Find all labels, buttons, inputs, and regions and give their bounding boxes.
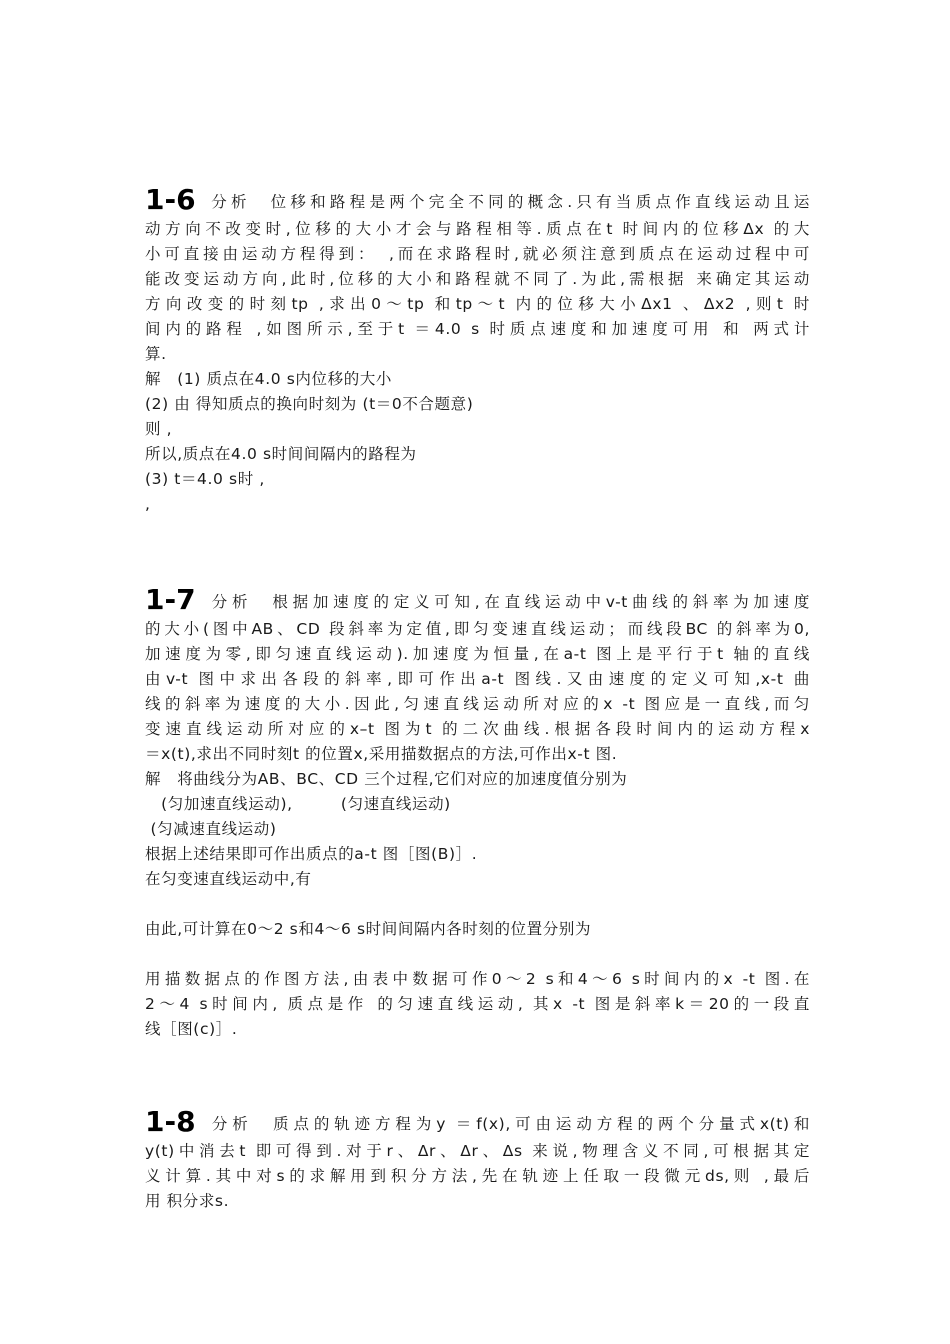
text-line: 间内的路程 ,如图所示,至于t ＝4.0 s 时质点速度和加速度可用 和 两式计 xyxy=(145,320,810,338)
text-line: 能改变运动方向,此时,位移的大小和路程就不同了.为此,需根据 来确定其运动 xyxy=(145,270,810,288)
text-line: 2～4 s时间内, 质点是作 的匀速直线运动, 其x -t 图是斜率k＝20的一段直 xyxy=(145,995,810,1013)
section-first-line xyxy=(145,183,810,217)
blank-line xyxy=(145,942,810,967)
text-line: 方向改变的时刻tp ,求出0～tp 和tp～t 内的位移大小Δx1 、Δx2 ,则t 时 xyxy=(145,295,810,313)
text-line: 线［图(c)］. xyxy=(145,1020,238,1038)
text-line: 分析 位移和路程是两个完全不同的概念.只有当质点作直线运动且运 xyxy=(207,193,810,211)
text-line: 根据上述结果即可作出质点的a-t 图［图(B)］. xyxy=(145,845,478,863)
text-line: 变速直线运动所对应的x–t 图为t 的二次曲线.根据各段时间内的运动方程x xyxy=(145,720,810,738)
text-line: 小可直接由运动方程得到： ,而在求路程时,就必须注意到质点在运动过程中可 xyxy=(145,245,810,263)
text-line: 解 将曲线分为AB、BC、CD 三个过程,它们对应的加速度值分别为 xyxy=(145,770,628,788)
text-line: 加速度为零,即匀速直线运动).加速度为恒量,在a-t 图上是平行于t 轴的直线 xyxy=(145,645,810,663)
section-first-line xyxy=(145,1105,810,1139)
text-line: 用描数据点的作图方法,由表中数据可作0～2 s和4～6 s时间内的x -t 图.在 xyxy=(145,970,810,988)
text-line: 分析 根据加速度的定义可知,在直线运动中v-t曲线的斜率为加速度 xyxy=(207,593,810,611)
text-line: 的大小(图中AB、CD 段斜率为定值,即匀变速直线运动；而线段BC 的斜率为0, xyxy=(145,620,810,638)
text-line: (2) 由 得知质点的换向时刻为 (t＝0不合题意) xyxy=(145,395,474,413)
section-number: 1-7 xyxy=(145,583,196,616)
text-line: 义计算.其中对s的求解用到积分方法,先在轨迹上任取一段微元ds,则 ,最后 xyxy=(145,1167,810,1185)
text-line: 由v-t 图中求出各段的斜率,即可作出a-t 图线.又由速度的定义可知,x-t 曲 xyxy=(145,670,810,688)
text-line: 所以,质点在4.0 s时间间隔内的路程为 xyxy=(145,445,417,463)
text-line: y(t)中消去t 即可得到.对于r、Δr、Δr、Δs 来说,物理含义不同,可根据其定 xyxy=(145,1142,810,1160)
text-line: (匀加速直线运动), (匀速直线运动) xyxy=(145,795,451,813)
text-line: 在匀变速直线运动中,有 xyxy=(145,870,312,888)
section-1-6 xyxy=(145,183,810,517)
text-line: ＝x(t),求出不同时刻t 的位置x,采用描数据点的方法,可作出x-t 图. xyxy=(145,745,618,763)
text-line: 由此,可计算在0～2 s和4～6 s时间间隔内各时刻的位置分别为 xyxy=(145,920,592,938)
text-line: 解 (1) 质点在4.0 s内位移的大小 xyxy=(145,370,393,388)
text-line: 用 积分求s. xyxy=(145,1192,230,1210)
section-1-7 xyxy=(145,583,810,1042)
section-first-line xyxy=(145,583,810,617)
blank-line xyxy=(145,892,810,917)
text-line: 线的斜率为速度的大小.因此,匀速直线运动所对应的x -t 图应是一直线,而匀 xyxy=(145,695,810,713)
text-line: 则 , xyxy=(145,420,173,438)
text-line: 动方向不改变时,位移的大小才会与路程相等.质点在t 时间内的位移Δx 的大 xyxy=(145,220,810,238)
text-line: 算. xyxy=(145,345,167,363)
section-1-8 xyxy=(145,1105,810,1214)
text-line: (3) t＝4.0 s时 , xyxy=(145,470,265,488)
section-number: 1-6 xyxy=(145,183,196,216)
text-line: (匀减速直线运动) xyxy=(145,820,277,838)
text-line: , xyxy=(145,495,151,513)
text-line: 分析 质点的轨迹方程为y ＝f(x),可由运动方程的两个分量式x(t)和 xyxy=(207,1115,810,1133)
section-number: 1-8 xyxy=(145,1105,196,1138)
